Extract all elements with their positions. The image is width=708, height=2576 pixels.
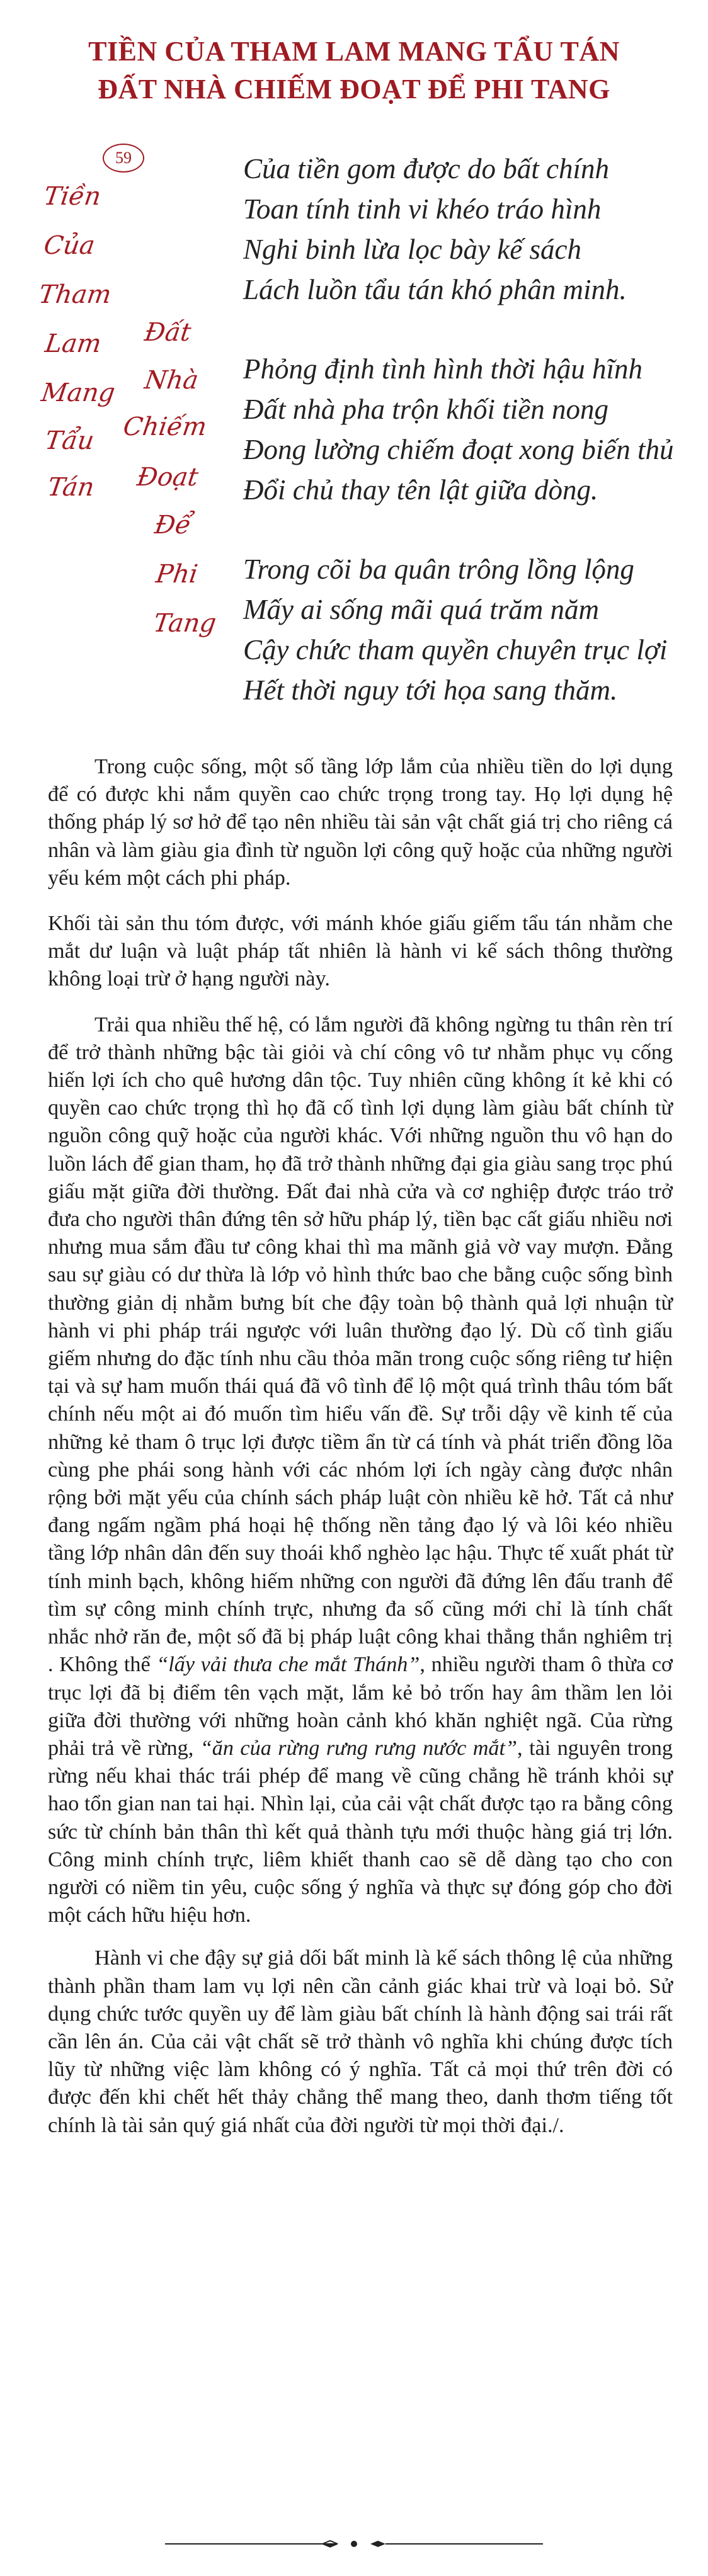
- poem-line: Phỏng định tình hình thời hậu hĩnh: [243, 353, 643, 385]
- poem-line: Trong cõi ba quân trông lồng lộng: [243, 553, 634, 585]
- callig-word-right: Tang: [151, 609, 219, 638]
- divider-ornament: [165, 2538, 543, 2550]
- poem-stanza-2: [243, 349, 697, 510]
- poem-line: Lách luồn tẩu tán khó phân minh.: [243, 274, 627, 305]
- poem-line: Đong lường chiếm đoạt xong biến thủ: [243, 434, 674, 465]
- poem: [243, 149, 697, 749]
- callig-word-left: Tham: [37, 280, 113, 309]
- calligraphy-title: [0, 0, 252, 724]
- callig-word-right: Đất: [142, 318, 193, 347]
- poem-line: Đổi chủ thay tên lật giữa dòng.: [243, 474, 598, 506]
- poem-line: Cậy chức tham quyền chuyên trục lợi: [243, 634, 668, 666]
- callig-word-left: Tán: [45, 473, 96, 502]
- article-body: [48, 753, 673, 2157]
- callig-word-right: Đoạt: [135, 463, 200, 492]
- poem-stanza-3: [243, 549, 697, 710]
- poem-line: Hết thời nguy tới họa sang thăm.: [243, 674, 618, 706]
- poem-stanza-1: [243, 149, 697, 310]
- callig-word-right: Chiếm: [121, 412, 208, 441]
- poem-line: Nghi binh lừa lọc bày kế sách: [243, 234, 581, 265]
- paragraph-3-part-a: Trải qua nhiều thế hệ, có lắm người đã không ngừng tu thân rèn trí để trở thành những bậc tài giỏi và chí công vô tư nhằm phục vụ cống hiến lợi ích cho quê hương dân tộc. Tuy nhiên cũng không ít kẻ khi có quyền cao chức trọng thì họ đã cố tình lợi dụng làm giàu bất chính từ nguồn công quỹ hoặc của người khác. Với những nguồn thu vô hạn do luồn lách để gian tham, họ đã trở thành những đại gia giàu sang trọc phú giấu mặt giữa đời thường. Đất đai nhà cửa và cơ nghiệp được tráo trở đưa cho người thân đứng tên sở hữu pháp lý, tiền bạc cất giấu nhiều nơi nhưng mua sắm đầu tư công khai thì ma mãnh giả vờ vay mượn. Đằng sau sự giàu có dư thừa là lớp vỏ hình thức bao che bằng cuộc sống bình thường giản dị nhằm bưng bít che đậy toàn bộ thành quả lợi nhuận từ hành vi phi pháp trái ngược với luân thường đạo lý. Dù cố tình giấu giếm nhưng do đặc tính nhu cầu thỏa mãn trong cuộc sống riêng tư hiện tại và sự ham muốn thái quá đã vô tình để lộ một quá trình thâu tóm bất chính nếu một ai đó muốn tìm hiểu vấn đề. Sự trỗi dậy về kinh tế của những kẻ tham ô trục lợi được tiềm ẩn từ cá tính và phát triển đồng lõa cùng phe phái song hành với các nhóm lợi ích ngày càng được nhân rộng bởi mặt yếu của chính sách pháp luật còn nhiều kẽ hở. Tất cả như đang ngấm ngầm phá hoại hệ thống nền tảng đạo lý và lôi kéo nhiều tầng lớp nhân dân đến suy thoái khổ nghèo lạc hậu. Thực tế xuất phát từ tính minh bạch, không hiếm những con người đã đứng lên đấu tranh để tìm sự công minh chính trực, nhưng đa số cũng mới chỉ là tính chất nhắc nhở răn đe, một số đã bị pháp luật công khai thẳng thắn nghiêm trị . Không thể: [48, 1013, 673, 1677]
- poem-line: Mấy ai sống mãi quá trăm năm: [243, 594, 599, 625]
- callig-word-right: Để: [152, 511, 193, 540]
- paragraph-3: [48, 1011, 673, 1930]
- paragraph-3-part-b: , nhiều người tham ô thừa cơ trục lợi đã bị điểm tên vạch mặt, lắm kẻ bỏ trốn hay âm thầm len lỏi giữa đời thường với những hoàn cảnh khó khăn nghiệt ngã. Của rừng phải trả về rừng,: [48, 1653, 673, 1760]
- callig-word-right: Nhà: [142, 366, 200, 395]
- title-line-1: TIỀN CỦA THAM LAM MANG TẨU TÁN: [88, 36, 620, 67]
- callig-word-right: Phi: [154, 560, 200, 589]
- quote-proverb-2: “ăn của rừng rưng rưng nước mắt”: [200, 1736, 518, 1760]
- callig-word-left: Tiền: [42, 182, 103, 211]
- paragraph-4: Hành vi che đậy sự giả dối bất minh là kế sách thông lệ của những thành phần tham lam vụ lợi nên cần cảnh giác khai trừ và loại bỏ. Sử dụng chức tước quyền uy để làm giàu bất chính là hành động sai trái rất cần lên án. Của cải vật chất sẽ trở thành vô nghĩa khi chúng được tích lũy từ những việc làm không có ý nghĩa. Tất cả mọi thứ trên đời có được đến khi chết hết thảy chẳng thể mang theo, danh thơm tiếng tốt chính là tài sản quý giá nhất của đời người từ mọi thời đại./.: [48, 1946, 673, 2137]
- callig-word-left: Của: [42, 231, 97, 260]
- poem-line: Của tiền gom được do bất chính: [243, 153, 610, 184]
- paragraph-3-part-c: , tài nguyên trong rừng nếu khai thác trái phép để mang về cũng chẳng hề tránh khỏi sự hao tổn gian nan tai hại. Nhìn lại, của cải vật chất được tạo ra bằng công sức từ chính bản thân thì kết quả thành tựu mới thuộc hàng giá trị lớn. Công minh chính trực, liêm khiết thanh cao sẽ dễ dàng tạo cho con người có niềm tin yêu, cuộc sống ý nghĩa và thực sự đóng góp cho đời một cách hữu hiệu hơn.: [48, 1736, 673, 1927]
- title-line-2: ĐẤT NHÀ CHIẾM ĐOẠT ĐỂ PHI TANG: [98, 74, 610, 105]
- quote-proverb-1: “lấy vải thưa che mắt Thánh”: [156, 1653, 420, 1677]
- paragraph-1: Trong cuộc sống, một số tầng lớp lắm của nhiều tiền do lợi dụng để có được khi nắm quyền cao chức trọng trong tay. Họ lợi dụng hệ thống pháp lý sơ hở để tạo nên nhiều tài sản vật chất giá trị cho riêng cá nhân và làm giàu gia đình từ nguồn lợi công quỹ hoặc của những người yếu kém một cách phi pháp.: [48, 755, 673, 890]
- poem-line: Toan tính tinh vi khéo tráo hình: [243, 193, 602, 225]
- poem-line: Đất nhà pha trộn khối tiền nong: [243, 394, 608, 425]
- callig-word-left: Tẩu: [43, 426, 96, 455]
- callig-word-left: Lam: [43, 329, 103, 358]
- callig-word-left: Mang: [39, 378, 117, 407]
- paragraph-2: Khối tài sản thu tóm được, với mánh khóe giấu giếm tẩu tán nhằm che mắt dư luận và luật pháp tất nhiên là hành vi kế sách thông thường không loại trừ ở hạng người này.: [48, 912, 673, 991]
- poem-number-badge: 59: [103, 144, 144, 173]
